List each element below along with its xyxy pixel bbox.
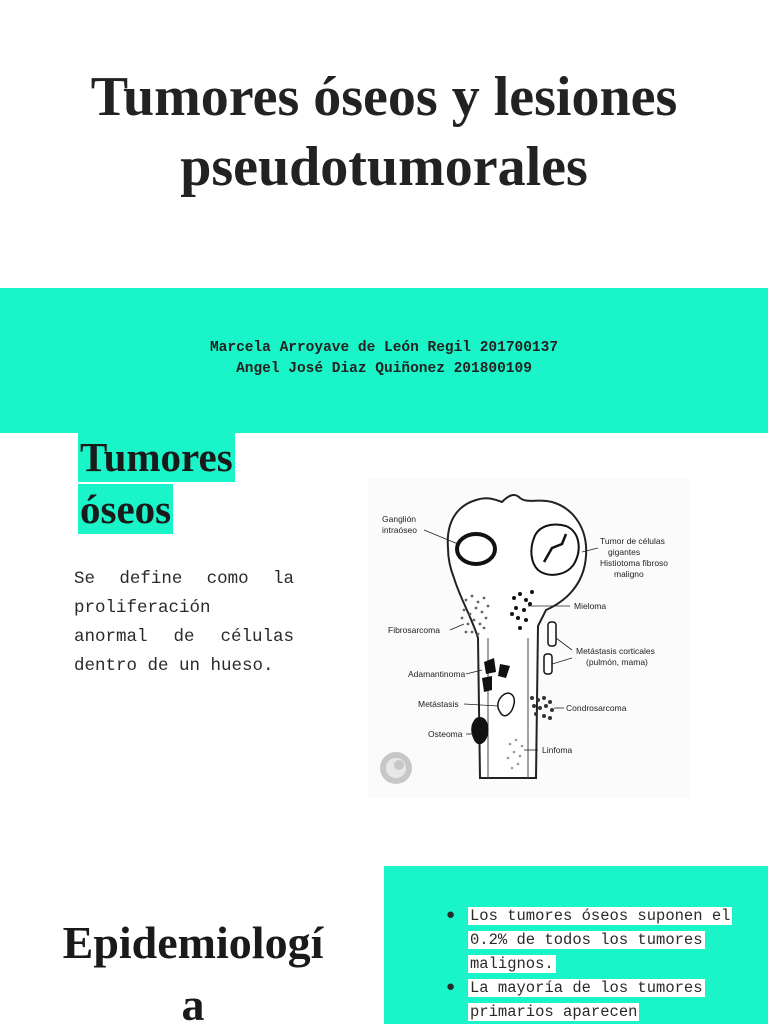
list-item xyxy=(446,904,768,976)
authors-block xyxy=(0,338,768,380)
authors-band xyxy=(0,288,768,433)
author-2: Angel José Diaz Quiñonez 201800109 xyxy=(236,361,532,377)
watermark-logo xyxy=(380,752,412,784)
title-line-2: pseudotumorales xyxy=(180,136,588,198)
bone-tumor-diagram xyxy=(368,478,690,798)
epidemiology-list xyxy=(424,904,768,1024)
epidemiology-heading-line-1: Epidemiologí xyxy=(62,917,324,968)
label-fibrosarcoma: Fibrosarcoma xyxy=(388,625,440,635)
epidemiology-heading xyxy=(40,912,346,1036)
cortical-met-upper xyxy=(548,622,556,646)
label-adamantinoma: Adamantinoma xyxy=(408,669,466,679)
label-osteoma: Osteoma xyxy=(428,729,463,739)
label-cortical-mets-2: (pulmón, mama) xyxy=(586,657,648,667)
epidemiology-box xyxy=(384,866,768,1024)
presentation-title xyxy=(0,62,768,202)
section-heading-line-2: óseos xyxy=(80,486,172,532)
label-giant-cell-4: maligno xyxy=(614,569,644,579)
epidemiology-bullet-2: La mayoría de los tumores primarios aparecen xyxy=(470,979,703,1021)
definition-text: Se define como la proliferación anormal de células dentro de un hueso. xyxy=(74,569,294,676)
cortical-met-lower xyxy=(544,654,552,674)
section-heading-tumores-oseos xyxy=(78,432,235,536)
bullet-icon: ● xyxy=(446,907,456,924)
label-metastasis: Metástasis xyxy=(418,699,459,709)
label-giant-cell-1: Tumor de células xyxy=(600,536,665,546)
epidemiology-bullet-1: Los tumores óseos suponen el 0.2% de todos los tumores malignos. xyxy=(470,907,731,973)
label-giant-cell-3: Histiotoma fibroso xyxy=(600,558,669,568)
section-heading-line-1: Tumores xyxy=(80,434,233,480)
list-item xyxy=(446,976,768,1024)
label-ganglion-2: intraóseo xyxy=(382,525,417,535)
label-condrosarcoma: Condrosarcoma xyxy=(566,703,627,713)
label-mieloma: Mieloma xyxy=(574,601,607,611)
label-giant-cell-2: gigantes xyxy=(608,547,641,557)
author-1: Marcela Arroyave de León Regil 201700137 xyxy=(209,340,559,356)
label-cortical-mets-1: Metástasis corticales xyxy=(576,646,655,656)
epidemiology-heading-line-2: a xyxy=(181,979,205,1030)
label-linfoma: Linfoma xyxy=(542,745,573,755)
label-ganglion-1: Ganglión xyxy=(382,514,417,524)
bullet-icon: ● xyxy=(446,979,456,996)
title-line-1: Tumores óseos y lesiones xyxy=(90,66,678,128)
